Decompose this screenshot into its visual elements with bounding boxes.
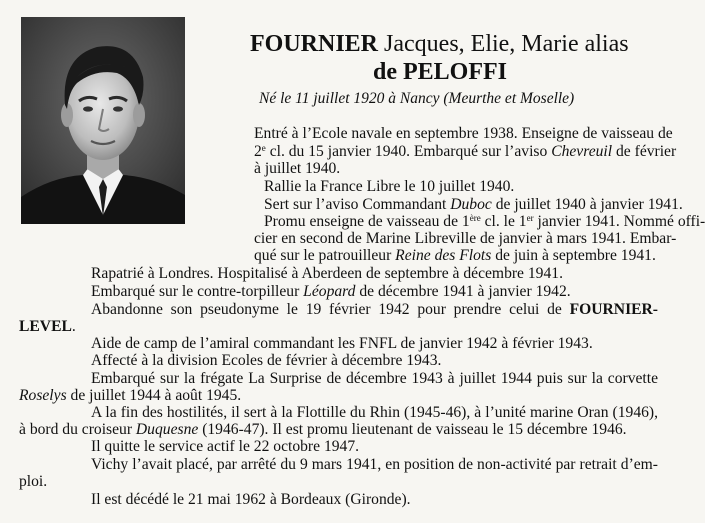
bio-line: Aide de camp de l’amiral commandant les FNFL de janvier 1942 à février 1943. <box>91 335 593 352</box>
portrait-photo <box>21 17 185 224</box>
bio-line: qué sur le patrouilleur Reine des Flots de juin à septembre 1941. <box>254 247 656 264</box>
surname: FOURNIER <box>250 31 379 57</box>
bio-line: à bord du croiseur Duquesne (1946-47). Il est promu lieutenant de vaisseau le 15 décembre 1946. <box>19 421 627 438</box>
bio-line: Affecté à la division Ecoles de février à décembre 1943. <box>91 352 442 369</box>
bio-line: Abandonne son pseudonyme le 19 février 1942 pour prendre celui de FOURNIER- <box>91 301 658 318</box>
bio-line: cier en second de Marine Libreville de janvier à mars 1941. Embar- <box>254 230 677 247</box>
bio-line: à juillet 1940. <box>254 160 341 177</box>
bio-line: 2e cl. du 15 janvier 1940. Embarqué sur l’aviso Chevreuil de février <box>254 143 677 160</box>
bio-line: Embarqué sur le contre-torpilleur Léopard de décembre 1941 à janvier 1942. <box>91 283 571 300</box>
bio-line: Il est décédé le 21 mai 1962 à Bordeaux (Gironde). <box>91 491 411 508</box>
bio-line: Roselys de juillet 1944 à août 1945. <box>19 387 242 404</box>
bio-line: Entré à l’Ecole navale en septembre 1938. Enseigne de vaisseau de <box>254 125 673 142</box>
bio-line: A la fin des hostilités, il sert à la Flottille du Rhin (1945-46), à l’unité marine Oran (1946), <box>91 404 658 421</box>
portrait-image <box>21 17 185 224</box>
bio-line: Sert sur l’aviso Commandant Duboc de juillet 1940 à janvier 1941. <box>264 196 683 213</box>
bio-line: Promu enseigne de vaisseau de 1ère cl. le 1er janvier 1941. Nommé offi- <box>264 213 705 230</box>
bio-line: ploi. <box>19 473 48 490</box>
bio-line: Rallie la France Libre le 10 juillet 1940. <box>264 178 515 195</box>
given-names: Jacques, Elie, Marie alias <box>378 31 629 57</box>
bio-line: LEVEL. <box>19 318 76 335</box>
bio-line: Rapatrié à Londres. Hospitalisé à Aberdeen de septembre à décembre 1941. <box>91 265 563 282</box>
name-heading <box>250 30 629 58</box>
bio-line: Il quitte le service actif le 22 octobre 1947. <box>91 438 360 455</box>
birth-line: Né le 11 juillet 1920 à Nancy (Meurthe et Moselle) <box>259 90 575 107</box>
alias-heading: de PELOFFI <box>373 59 508 85</box>
bio-line: Embarqué sur la frégate La Surprise de décembre 1943 à juillet 1944 puis sur la corvette <box>91 370 658 387</box>
bio-line: Vichy l’avait placé, par arrêté du 9 mars 1941, en position de non-activité par retrait d’em- <box>91 456 658 473</box>
